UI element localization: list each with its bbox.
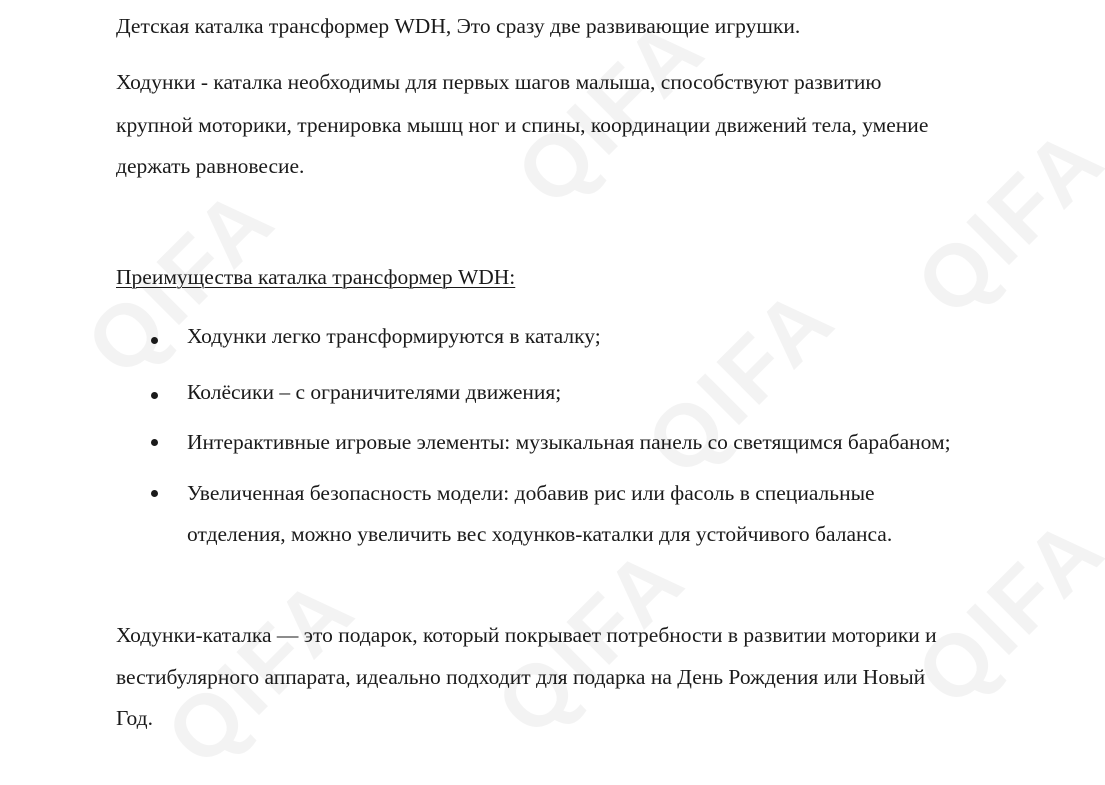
list-item-text: Увеличенная безопасность модели: добавив рис или фасоль в специальные bbox=[187, 481, 875, 505]
paragraph-line: вестибулярного аппарата, идеально подходит для подарка на День Рождения или Новый bbox=[116, 665, 926, 689]
paragraph-line: Ходунки-каталка — это подарок, который покрывает потребности в развитии моторики и bbox=[116, 623, 937, 647]
list-item-text: Колёсики – с ограничителями движения; bbox=[187, 380, 562, 404]
list-item-text: Интерактивные игровые элементы: музыкальная панель со светящимся барабаном; bbox=[187, 430, 951, 454]
watermark bbox=[896, 107, 1105, 336]
watermark bbox=[626, 267, 855, 496]
watermark bbox=[896, 497, 1105, 726]
paragraph-line: Ходунки - каталка необходимы для первых шагов малыша, способствуют развитию bbox=[116, 70, 882, 94]
list-item-text: отделения, можно увеличить вес ходунков-каталки для устойчивого баланса. bbox=[187, 522, 893, 546]
list-item-text: Ходунки легко трансформируются в каталку; bbox=[187, 324, 601, 348]
bullet-icon bbox=[151, 439, 158, 446]
bullet-icon bbox=[151, 490, 158, 497]
paragraph-line: Год. bbox=[116, 706, 153, 730]
paragraph-line: крупной моторики, тренировка мышц ног и спины, координации движений тела, умение bbox=[116, 113, 929, 137]
section-heading: Преимущества каталка трансформер WDH: bbox=[116, 265, 516, 289]
bullet-icon bbox=[151, 392, 158, 399]
intro-line: Детская каталка трансформер WDH, Это сразу две развивающие игрушки. bbox=[116, 14, 801, 38]
bullet-icon bbox=[151, 337, 158, 344]
paragraph-line: держать равновесие. bbox=[116, 154, 305, 178]
